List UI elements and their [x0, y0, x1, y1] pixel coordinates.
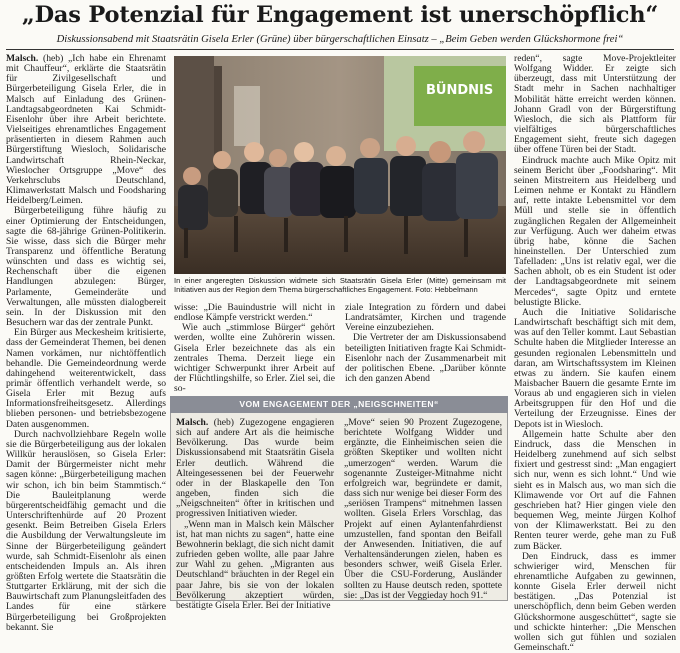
paragraph: Ein Bürger aus Meckesheim kritisierte, dass der Gemeinderat Themen, bei denen Namen vorkämen, nur nichtöffentlich behandle. Die Gemeindeordnung werde dahingehend weiterentwickelt, dass primär öffentlich verhandelt werde, so Gisela Erler mit Bezug aufs Informationsfreiheitsgesetz. Allerdings blieben personen- und betriebsbezogene Daten ausgenommen. — [6, 327, 166, 430]
paragraph — [176, 418, 334, 520]
paragraph: ziale Integration zu fördern und dabei Landratsämter, Kirchen und tragende Vereine einzubeziehen. — [345, 302, 506, 334]
event-photo — [174, 56, 506, 274]
paragraph: reden“, sagte Move-Projektleiter Wolfgang Widder. Er zeigte sich überzeugt, dass mit Unterstützung der Stadt mehr in Sachen nachhaltiger Mobilität hätte erreicht werden können. Johann Gradl von der Bürgerstiftung Wiesloch, die sich als Plattform für vielfältiges bürgerschaftliches Engagement sieht, freute sich dagegen über offene Türen bei der Stadt. — [514, 53, 676, 156]
article-column-1 — [6, 53, 166, 633]
paragraph: „Wenn man in Malsch kein Mälscher ist, hat man nichts zu sagen“, hatte eine Bewohnerin beklagt, die sich nicht damit zufrieden geben wollte, alle paar Jahre zur Wahl zu gehen. „Migranten aus Deutschland“ bräuchten in der Regel ein paar Jahre, bis sie von der lokalen Bevölkerung akzeptiert würden, bestätigte Gisela Erler. Bei der Initiative — [176, 518, 334, 611]
header-rule — [6, 49, 674, 50]
paragraph: Auch die Initiative Solidarische Landwirtschaft beschäftigt sich mit dem, was auf den Teller kommt. Laut Sebastian Schulte haben die Mitglieder Interesse an gesunden regionalen Lebensmitteln und daran, am Wirtschaftssystem im Kleinen etwas zu ändern. Sie kaufen einem Maisbacher Bauern die gesamte Ernte im Voraus ab und engagieren sich in vielen Arbeitsgruppen für den Hof und die Verteilung der Erzeugnisse. Eines der Depots ist in Wiesloch. — [514, 306, 676, 430]
photo-caption: In einer angeregten Diskussion widmete sich Staatsrätin Gisela Erler (Mitte) gemeinsam mit Initiativen aus der Region dem Thema bürgerschaftliches Engagement. Foto: Hebbelmann — [174, 276, 506, 295]
panel-discussion-image — [174, 56, 506, 274]
article-column-2 — [174, 303, 335, 395]
paragraph-text: (heb) Zugezogene engagieren sich auf andere Art als die heimische Bevölkerung. Das wurde beim Diskussionsabend mit Staatsrätin Gisela Erler deutlich. Während die Alteingesessenen bei der Feuerwehr oder in der Blaskapelle den Ton angeben, finden sich die „Neigschneiten“ öfter in kritischen und progressiven Initiativen wieder. — [176, 417, 334, 520]
article-column-4 — [514, 53, 676, 653]
sidebar-box-column-2 — [344, 417, 502, 601]
banner-text: BÜNDNIS — [426, 83, 494, 98]
article-column-3 — [345, 303, 506, 395]
sidebar-box-title: VOM ENGAGEMENT DER „NEIGSCHNEITEN“ — [170, 396, 508, 413]
paragraph: Durch nachvollziehbare Regeln wolle sie die Bürgerbeteiligung aus der lokalen Willkür herauslösen, so Gisela Erler: Damit der Bürgermeister nicht mehr sagen könne: „Bürgerbeteiligung machen wir schon, ich bin beim Stammtisch.“ Die Bauleitplanung werde bürgerentscheidfähig gemacht und die Unterschriftenhürde auf 20 Prozent gesenkt. Beim Betreiben Gisela Erlers die Ausbildung der Verwaltungsleute im Sinne der Bürgerbeteiligung geändert wurde, sah Schmidt-Eisenlohr als einen entscheidenden Impuls an. Als ihren größten Erfolg wertete die Staatsrätin die Stuttgarter Erklärung, mit der sich die Bauwirtschaft zum Planungsleitfaden des Landes für eine stärkere Bürgerbeteiligung bei Großprojekten bekannt. Sie — [6, 428, 166, 633]
paragraph: Bürgerbeteiligung führe häufig zu einer Optimierung der Entscheidungen, sagte die 68-jährige Grünen-Politikerin. Sie wisse, dass sich die Bürger mehr Transparenz und öffentliche Beratung wünschten und dass es wichtig sei, Rechenschaft über die eigenen Handlungen abzulegen: Bürger, Parlamente, Gemeinderäte und Verwaltungen, alle müssten dialogbereit sein. In der Diskussion mit den Besuchern war das der zentrale Punkt. — [6, 205, 166, 329]
paragraph: Wie auch „stimmlose Bürger“ gehört werden, wollte eine Zuhörerin wissen. Gisela Erler bezeichnete das als ein zentrales Thema. Derzeit liege ein wichtiger Schwerpunkt ihrer Arbeit auf der Flüchtlingshilfe, so Erler. Ziel sei, die so- — [174, 322, 335, 395]
headline: „Das Potenzial für Engagement ist unerschöpflich“ — [21, 2, 659, 28]
paragraph: Den Eindruck, dass es immer schwieriger wird, Menschen für ehrenamtliche Aufgaben zu gewinnen, konnte Gisela Erler derweil nicht bestätigen. „Das Potenzial ist unerschöpflich, denn beim Geben werden Glückshormone ausgeschüttet“, sagte sie und schickte hinterher: „Die Menschen wollen sich gut fühlen und sozialen Gemeinschaft.“ — [514, 550, 676, 653]
dateline: Malsch. — [6, 53, 39, 64]
paragraph: Allgemein hatte Schulte aber den Eindruck, dass die Menschen in Heidelberg zunehmend auf sich selbst fixiert und gestresst sind: „Man engagiert sich nur, wenn es sich lohnt.“ Und wie sieht es in Malsch aus, wo man sich die Klimawende vor Ort auf die Fahnen geschrieben hat? Hier gingen viele den bequemen Weg, meinte Jürgen Kolhof von der Klimawerkstatt. Bei zu den Renten teurer werde, gehe man zu Fuß zum Bäcker. — [514, 428, 676, 552]
subheadline: Diskussionsabend mit Staatsrätin Gisela Erler (Grüne) über bürgerschaftlichen Einsatz – „Beim Geben werden Glückshormone frei“ — [56, 34, 624, 45]
paragraph: Die Vertreter der am Diskussionsabend beteiligten Initiativen fragte Kai Schmidt-Eisenlohr nach der Zusammenarbeit mit der politischen Ebene. „Darüber könnte ich den ganzen Abend — [345, 332, 506, 385]
dateline: Malsch. — [176, 417, 209, 428]
paragraph: Eindruck machte auch Mike Opitz mit seinem Bericht über „Foodsharing“. Mit seinen Mitstreitern aus Heidelberg und Leimen nehme er Kontakt zu Händlern auf, rette intakte Lebensmittel vor dem Müll und stelle sie in öffentlich zugänglichen Regalen der Allgemeinheit zur Verfügung. Auch wer daheim etwas übrig habe, könne die Sachen hineinstellen. Der Unterschied zum Tafelladen: „Uns ist relativ egal, wer die Sachen abholt, ob es ein Student ist oder der Landtagsabgeordnete mit seinem Mercedes“, sagte Opitz und erntete belustigte Blicke. — [514, 154, 676, 308]
paragraph-text: (heb) „Ich habe ein Ehrenamt mit Chauffeur“, erklärte die Staatsrätin für Zivilgesellschaft und Bürgerbeteiligung Gisela Erler, die in Malsch auf Einladung des Grünen-Landtagsabgeordneten Kai Schmidt-Eisenlohr über ihre Arbeit berichtete. Vielseitiges ehrenamtliches Engagement präsentierten in diesem Rahmen auch Bürgerstiftung Wiesloch, Solidarische Landwirtschaft Rhein-Neckar, Wieslocher Ortsgruppe „Move“ des Verkehrsclubs Deutschland, Klimawerkstatt Malsch und Foodsharing Heidelberg/Leimen. — [6, 53, 166, 207]
paragraph — [6, 54, 166, 206]
paragraph: „Move“ seien 90 Prozent Zugezogene, berichtete Wolfgang Widder und ergänzte, die Einheimischen seien die größten Skeptiker und wollten nicht „umerzogen“ werden. Warum die sogenannte Zusteiger-Mitnahme nicht erfolgreich war, begründete er damit, dass sich nur wenige bei dieser Form des „seriösen Trampens“ mitnehmen lassen wollten. Gisela Erlers Vorschlag, das Projekt auf einen Aylantenfahrdienst umzustellen, fand spontan den Beifall der Anwesenden. Initiativen, die auf Verhaltensänderungen zielen, haben es besonders schwer, weiß Gisela Erler. Über die CSU-Forderung, Ausländer sollten zu Hause deutsch reden, spottete sie: „Das ist der Veggieday hoch 91.“ — [344, 417, 502, 601]
paragraph: wisse: „Die Bauindustrie will nicht in endlose Kämpfe verstrickt werden.“ — [174, 302, 335, 324]
sidebar-box-column-1 — [176, 417, 334, 611]
